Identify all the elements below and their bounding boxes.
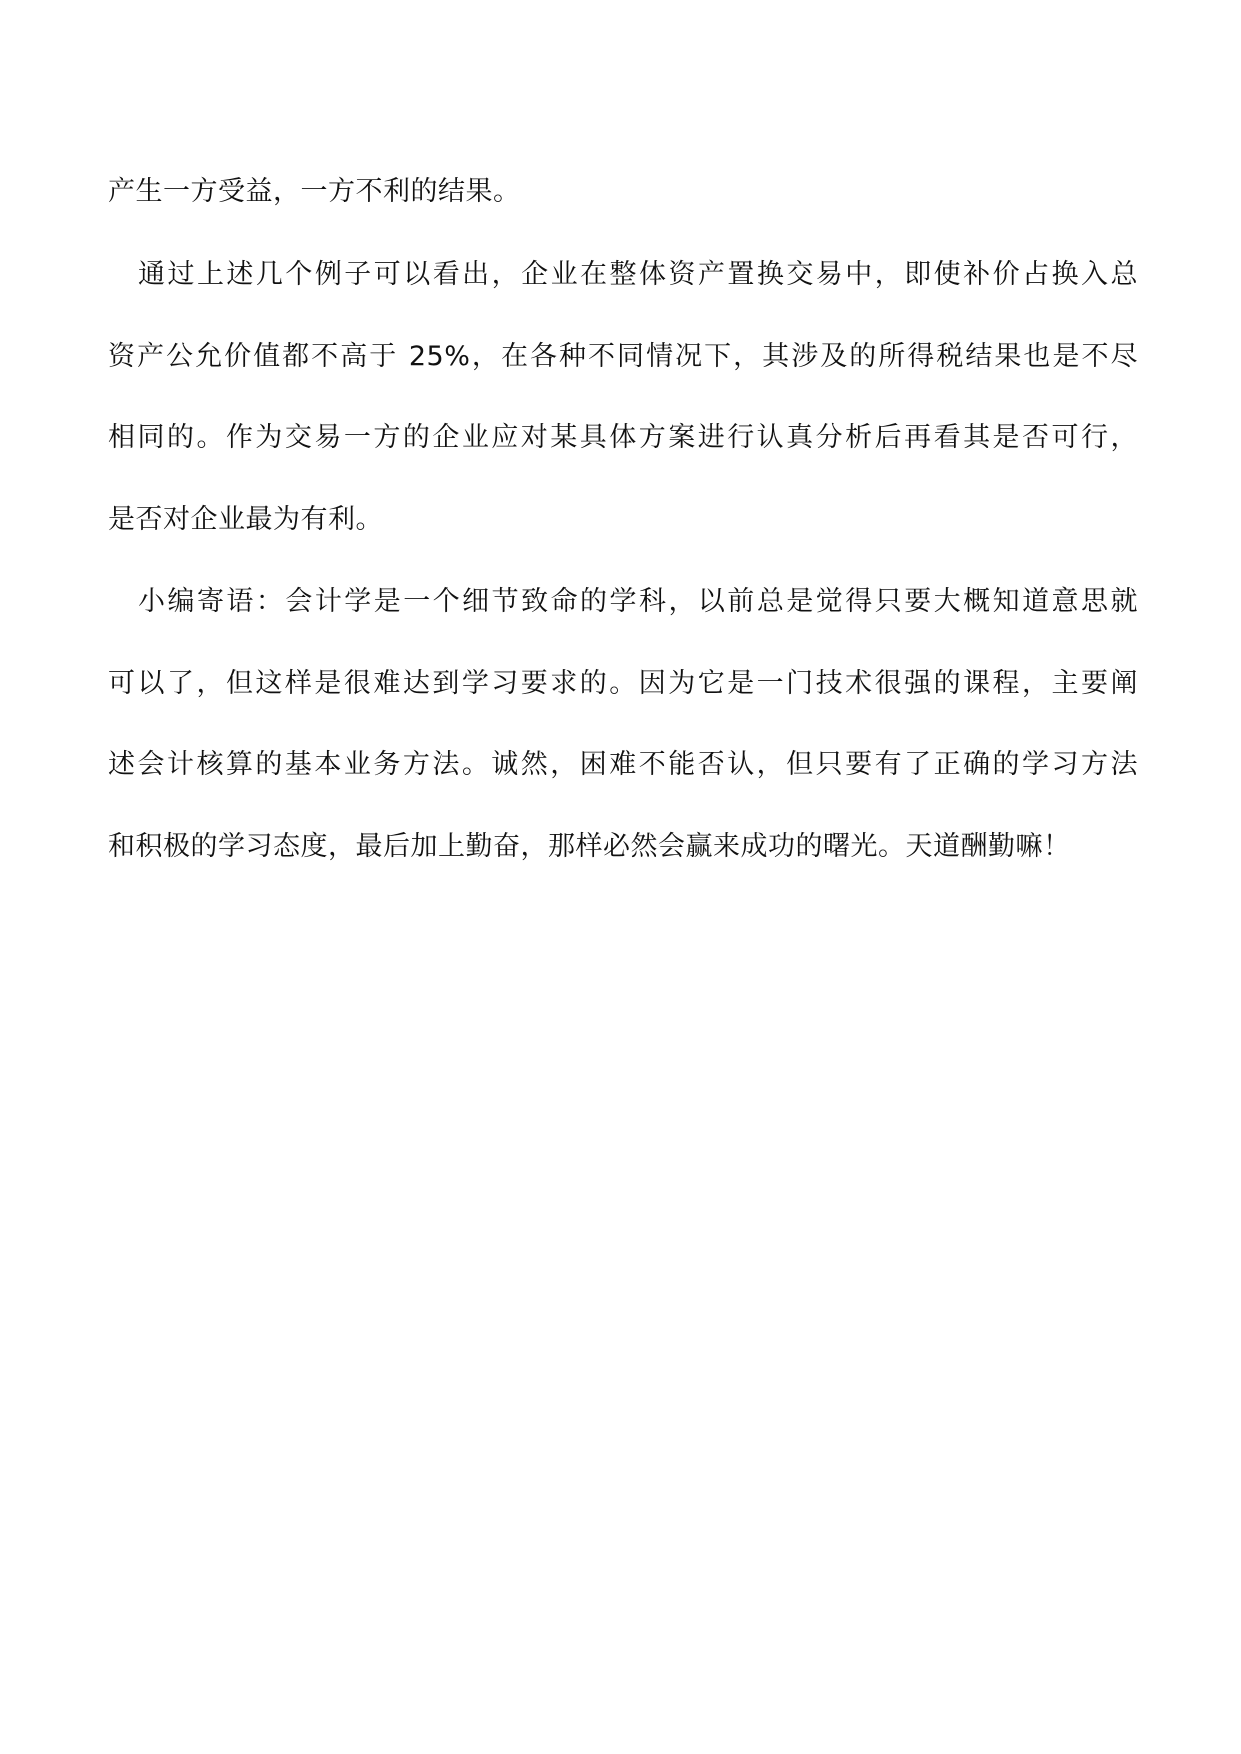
paragraph-3-line-3: 述会计核算的基本业务方法。诚然，困难不能否认，但只要有了正确的学习方法 xyxy=(108,749,1138,780)
paragraph-2-line-4: 是否对企业最为有利。 xyxy=(108,504,383,535)
paragraph-2-line-2: 资产公允价值都不高于 25%，在各种不同情况下，其涉及的所得税结果也是不尽 xyxy=(108,341,1138,372)
paragraph-3-line-1: 小编寄语：会计学是一个细节致命的学科，以前总是觉得只要大概知道意思就 xyxy=(138,586,1138,617)
paragraph-1-line-1: 产生一方受益，一方不利的结果。 xyxy=(108,176,521,207)
paragraph-3-line-2: 可以了，但这样是很难达到学习要求的。因为它是一门技术很强的课程，主要阐 xyxy=(108,668,1138,699)
paragraph-2-line-3: 相同的。作为交易一方的企业应对某具体方案进行认真分析后再看其是否可行， xyxy=(108,422,1138,453)
paragraph-3-line-4: 和积极的学习态度，最后加上勤奋，那样必然会赢来成功的曙光。天道酬勤嘛！ xyxy=(108,831,1071,862)
paragraph-2-line-1: 通过上述几个例子可以看出，企业在整体资产置换交易中，即使补价占换入总 xyxy=(138,259,1138,290)
